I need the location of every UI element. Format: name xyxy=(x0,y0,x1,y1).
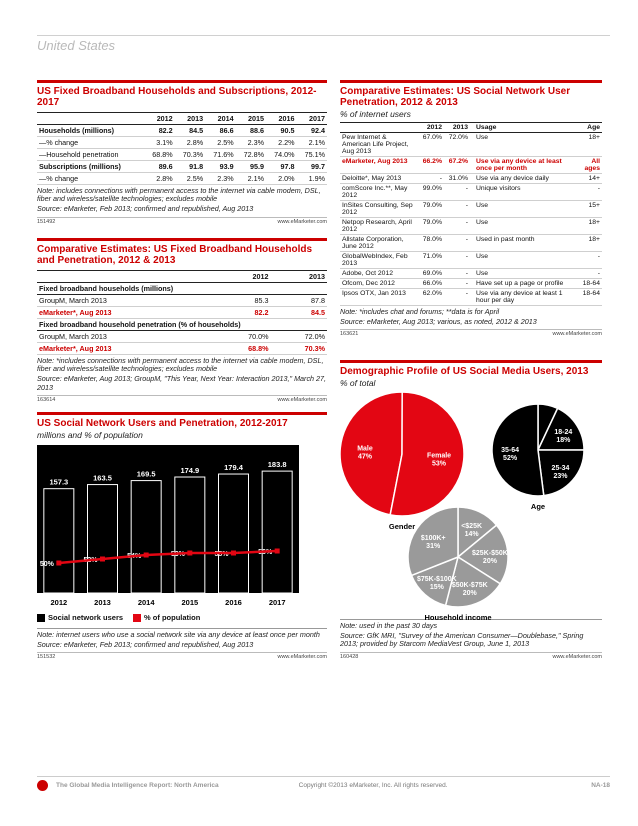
report-title: The Global Media Intelligence Report: North America xyxy=(56,782,219,789)
slice-pct: 18% xyxy=(556,436,571,444)
slice-pct: 20% xyxy=(462,589,477,597)
row-value: 97.8 xyxy=(266,161,296,173)
value-2013: - xyxy=(444,235,470,252)
value-2013: - xyxy=(444,279,470,289)
row-value: 82.2 xyxy=(144,125,174,137)
page-number: NA-18 xyxy=(591,782,610,789)
chart-id: 160428 xyxy=(340,653,359,660)
table-row xyxy=(37,125,327,137)
chart-background xyxy=(37,445,299,593)
value-2012: 62.0% xyxy=(418,289,444,306)
pct-point xyxy=(231,551,236,556)
row-label: —% change xyxy=(37,173,144,185)
section-label: Fixed broadband households (millions) xyxy=(37,283,327,295)
row-value: 84.5 xyxy=(270,307,327,319)
slice-label: $25K-$50K xyxy=(472,549,508,557)
pct-point xyxy=(275,549,280,554)
site-link[interactable]: www.eMarketer.com xyxy=(277,218,327,225)
table-row xyxy=(37,295,327,307)
bar-value-label: 169.5 xyxy=(136,469,156,479)
pct-point xyxy=(100,557,105,562)
usage-cell: Use xyxy=(470,133,574,157)
value-2013: - xyxy=(444,252,470,269)
slice-label: Male xyxy=(357,445,373,453)
emarketer-logo-icon xyxy=(37,780,48,791)
pct-label: 55% xyxy=(214,551,229,558)
source-cell: Adobe, Oct 2012 xyxy=(340,269,418,279)
pct-label: 52% xyxy=(83,557,98,564)
row-value: 2.5% xyxy=(205,137,235,149)
panel-ref xyxy=(37,217,327,225)
panel-note: Note: *includes chat and forums; **data is for April xyxy=(340,307,500,316)
panel-rule xyxy=(37,412,327,415)
row-value: 86.6 xyxy=(205,125,235,137)
row-value: 2.1% xyxy=(236,173,266,185)
row-value: 91.8 xyxy=(175,161,205,173)
row-value: 2.8% xyxy=(175,137,205,149)
row-value: 88.6 xyxy=(236,125,266,137)
age-cell: All ages xyxy=(574,157,602,174)
panel-source: Source: GfK MRI, "Survey of the American Consumer—Doublebase," Spring 2013; provided by Starcom MediaVest Group, June 1, 2013 xyxy=(340,631,584,649)
usage-cell: Use via any device at least once per month xyxy=(470,157,574,174)
bar-value-label: 157.3 xyxy=(49,477,69,487)
panel-subtitle: millions and % of population xyxy=(37,430,143,440)
value-2012: 79.0% xyxy=(418,218,444,235)
row-value: 2.3% xyxy=(236,137,266,149)
slice-label: 65+ xyxy=(543,392,556,400)
bar xyxy=(262,471,292,593)
value-2013: 72.0% xyxy=(444,133,470,157)
panel-rule xyxy=(340,360,602,363)
demographic-pies xyxy=(340,392,602,622)
table-row xyxy=(340,184,602,201)
page-header: United States xyxy=(37,38,116,53)
pie-title: Age xyxy=(530,502,546,511)
slice-pct: 31% xyxy=(426,543,441,551)
legend-users: Social network users xyxy=(37,613,123,622)
chart-legend xyxy=(37,613,327,622)
row-value: 87.8 xyxy=(270,295,327,307)
panel-title: Comparative Estimates: US Fixed Broadband Households and Penetration, 2012 & 2013 xyxy=(37,244,313,266)
x-tick-label: 2014 xyxy=(137,598,155,607)
source-cell: eMarketer, Aug 2013 xyxy=(340,157,418,174)
table-row xyxy=(340,201,602,218)
age-cell: - xyxy=(574,269,602,279)
usage-cell: Use xyxy=(470,218,574,235)
row-label: GroupM, March 2013 xyxy=(37,295,214,307)
x-tick-label: 2012 xyxy=(50,598,68,607)
panel-rule xyxy=(340,80,602,83)
row-value: 99.7 xyxy=(297,161,328,173)
row-value: 71.6% xyxy=(205,149,235,161)
source-cell: Allstate Corporation, June 2012 xyxy=(340,235,418,252)
pie-title: Household income xyxy=(424,613,492,622)
value-2013: - xyxy=(444,269,470,279)
row-label: GroupM, March 2013 xyxy=(37,331,214,343)
table-row xyxy=(37,343,327,355)
table-row xyxy=(37,307,327,319)
value-2013: - xyxy=(444,201,470,218)
row-value: 70.0% xyxy=(214,331,270,343)
broadband-table-panel xyxy=(37,80,327,225)
row-value: 72.8% xyxy=(236,149,266,161)
slice-pct: 7% xyxy=(544,400,555,408)
value-2013: - xyxy=(444,218,470,235)
panel-source: Source: eMarketer, Feb 2013; confirmed and republished, Aug 2013 xyxy=(37,640,254,650)
bar-value-label: 163.5 xyxy=(93,473,112,483)
source-cell: comScore Inc.**, May 2012 xyxy=(340,184,418,201)
pct-label: 54% xyxy=(127,553,142,560)
age-cell: 15+ xyxy=(574,201,602,218)
row-value: 72.0% xyxy=(270,331,327,343)
row-value: 89.6 xyxy=(144,161,174,173)
usage-cell: Used in past month xyxy=(470,235,574,252)
year-header: 2013 xyxy=(175,113,205,125)
table-row xyxy=(340,252,602,269)
site-link[interactable]: www.eMarketer.com xyxy=(552,653,602,660)
row-value: 93.9 xyxy=(205,161,235,173)
row-value: 68.8% xyxy=(144,149,174,161)
usage-cell: Unique visitors xyxy=(470,184,574,201)
row-label: Households (millions) xyxy=(37,125,144,137)
pct-point xyxy=(144,553,149,558)
bar xyxy=(131,481,161,593)
slice-label: $75K-$100K xyxy=(416,576,457,584)
row-value: 2.3% xyxy=(205,173,235,185)
table-row xyxy=(340,269,602,279)
site-link[interactable]: www.eMarketer.com xyxy=(552,331,602,338)
row-value: 90.5 xyxy=(266,125,296,137)
source-cell: Pew Internet & American Life Project, Aug 2013 xyxy=(340,133,418,157)
value-2013: - xyxy=(444,184,470,201)
slice-pct: 52% xyxy=(503,454,518,462)
panel-rule xyxy=(37,238,327,241)
value-2012: 99.0% xyxy=(418,184,444,201)
panel-note: Note: internet users who use a social network site via any device at least once per month xyxy=(37,630,320,640)
penetration-table: 2012 2013 Usage Age Pew Internet & American Life Project, Aug 2013 67.0% 72.0% Use 18+ eMarketer, Aug 2013 66.2% 67.2% Use via any device at least once per month All ages Deloitte*, May 2013 - 31.0% Use via any device daily 14+ comScore Inc.**, May 2012 99.0% - Unique visitors - InSites Consulting, Sep 2012 79.0% - Use 15+ Netpop Research, April 2012 79.0% - Use 18+ Allstate Corporation, June 2012 78.0% - Used in past month 18+ GlobalWebIndex, Feb 2013 71.0% - Use - Adobe, Oct 2012 69.0% - Use - Ofcom, Dec 2012 66.0% - Have set up a page or profile 18-64 Ipsos OTX, Jan 2013 62.0% - Use via any device at least 1 hour per day 18-64 xyxy=(342,124,600,304)
bar-value-label: 174.9 xyxy=(180,466,200,476)
row-value: 2.8% xyxy=(144,173,174,185)
row-label: —% change xyxy=(37,137,144,149)
panel-ref xyxy=(37,652,327,660)
slice-label: 35-64 xyxy=(501,446,520,454)
row-value: 2.5% xyxy=(175,173,205,185)
panel-title: US Social Network Users and Penetration, 2012-2017 xyxy=(37,418,288,429)
value-2012: - xyxy=(418,174,444,184)
panel-note: Note: used in the past 30 days xyxy=(340,621,438,630)
panel-title: US Fixed Broadband Households and Subscriptions, 2012-2017 xyxy=(37,86,317,108)
copyright: Copyright ©2013 eMarketer, Inc. All rights reserved. xyxy=(298,782,448,789)
site-link[interactable]: www.eMarketer.com xyxy=(277,396,327,403)
value-2012: 66.2% xyxy=(418,157,444,174)
panel-source: Source: eMarketer, Aug 2013; GroupM, "This Year, Next Year: Interaction 2013," March 27, 2013 xyxy=(37,374,327,392)
table-row xyxy=(37,173,327,185)
bar xyxy=(88,485,118,593)
table-row xyxy=(340,133,602,157)
bar xyxy=(175,477,205,593)
year-header: 2012 xyxy=(214,271,270,283)
table-row xyxy=(340,289,602,306)
row-value: 82.2 xyxy=(214,307,270,319)
bar xyxy=(219,474,249,593)
value-2012: 69.0% xyxy=(418,269,444,279)
x-tick-label: 2013 xyxy=(94,598,111,607)
site-link[interactable]: www.eMarketer.com xyxy=(277,654,327,661)
age-cell: 18-64 xyxy=(574,289,602,306)
table-row xyxy=(37,161,327,173)
panel-subtitle: % of total xyxy=(340,378,376,388)
source-cell: GlobalWebIndex, Feb 2013 xyxy=(340,252,418,269)
table-row xyxy=(37,137,327,149)
year-header: 2014 xyxy=(205,113,235,125)
users-bar-chart xyxy=(37,445,299,611)
slice-pct: 53% xyxy=(432,460,447,468)
year-header: 2012 xyxy=(144,113,174,125)
value-2013: 31.0% xyxy=(444,174,470,184)
age-cell: - xyxy=(574,252,602,269)
value-2013: 67.2% xyxy=(444,157,470,174)
table-row xyxy=(340,174,602,184)
row-label: Subscriptions (millions) xyxy=(37,161,144,173)
value-2012: 66.0% xyxy=(418,279,444,289)
usage-cell: Use xyxy=(470,252,574,269)
panel-source: Source: eMarketer, Feb 2013; confirmed and republished, Aug 2013 xyxy=(37,204,254,214)
panel-title: Comparative Estimates: US Social Network User Penetration, 2012 & 2013 xyxy=(340,86,571,108)
row-label: eMarketer*, Aug 2013 xyxy=(37,343,214,355)
table-row xyxy=(340,157,602,174)
table-row xyxy=(340,279,602,289)
panel-ref xyxy=(340,329,602,337)
row-value: 2.1% xyxy=(297,137,328,149)
slice-label: 25-34 xyxy=(551,464,570,472)
page-footer xyxy=(37,776,610,794)
value-2012: 78.0% xyxy=(418,235,444,252)
row-value: 2.2% xyxy=(266,137,296,149)
broadband-estimates-panel xyxy=(37,238,327,403)
slice-pct: 23% xyxy=(553,472,568,480)
row-label: eMarketer*, Aug 2013 xyxy=(37,307,214,319)
row-value: 95.9 xyxy=(236,161,266,173)
panel-rule xyxy=(37,80,327,83)
x-tick-label: 2016 xyxy=(225,598,242,607)
row-value: 3.1% xyxy=(144,137,174,149)
x-tick-label: 2015 xyxy=(181,598,199,607)
slice-pct: 20% xyxy=(482,557,497,565)
usage-cell: Use via any device daily xyxy=(470,174,574,184)
value-2012: 67.0% xyxy=(418,133,444,157)
pct-point xyxy=(187,551,192,556)
bar xyxy=(44,489,74,593)
social-penetration-panel xyxy=(340,80,602,337)
source-cell: Ipsos OTX, Jan 2013 xyxy=(340,289,418,306)
legend-swatch-black xyxy=(37,614,45,622)
age-cell: 18+ xyxy=(574,133,602,157)
demographic-panel xyxy=(340,360,602,660)
year-header: 2017 xyxy=(297,113,328,125)
row-value: 68.8% xyxy=(214,343,270,355)
panel-ref xyxy=(37,395,327,403)
panel-note: Note: *includes connections with permanent access to the internet via cable modem, DSL, fiber and wireless/satellite technologies; excludes mobile xyxy=(37,356,324,374)
slice-pct: 47% xyxy=(357,453,372,461)
section-header xyxy=(37,319,327,331)
chart-id: 163614 xyxy=(37,396,56,403)
row-value: 92.4 xyxy=(297,125,328,137)
table-row xyxy=(37,331,327,343)
year-header: 2015 xyxy=(236,113,266,125)
row-value: 2.0% xyxy=(266,173,296,185)
panel-title: Demographic Profile of US Social Media Users, 2013 xyxy=(340,366,589,377)
panel-ref xyxy=(340,652,602,660)
row-value: 1.9% xyxy=(297,173,328,185)
age-cell: 14+ xyxy=(574,174,602,184)
usage-cell: Have set up a page or profile xyxy=(470,279,574,289)
pct-point xyxy=(56,561,61,566)
slice-label: Female xyxy=(426,452,452,460)
header-rule xyxy=(37,35,610,36)
row-value: 85.3 xyxy=(214,295,270,307)
value-2012: 71.0% xyxy=(418,252,444,269)
slice-label: <$25K xyxy=(461,523,483,531)
age-cell: 18-64 xyxy=(574,279,602,289)
panel-subtitle: % of internet users xyxy=(340,109,411,119)
social-network-chart-panel xyxy=(37,412,327,660)
row-value: 70.3% xyxy=(270,343,327,355)
broadband-table xyxy=(37,112,327,185)
section-header xyxy=(37,283,327,295)
chart-id: 163621 xyxy=(340,331,359,338)
age-cell: 18+ xyxy=(574,235,602,252)
chart-id: 151492 xyxy=(37,218,56,225)
row-label: —Household penetration xyxy=(37,149,144,161)
pct-label: 56% xyxy=(258,549,273,556)
bar-value-label: 179.4 xyxy=(224,463,243,473)
year-header: 2016 xyxy=(266,113,296,125)
row-value: 74.0% xyxy=(266,149,296,161)
panel-note: Note: includes connections with permanent access to the internet via cable modem, DSL, fiber and wireless/satellite technologies; excludes mobile xyxy=(37,186,321,204)
bar-value-label: 183.8 xyxy=(267,460,287,470)
pct-label: 50% xyxy=(39,561,54,568)
value-2012: 79.0% xyxy=(418,201,444,218)
table-row xyxy=(37,149,327,161)
usage-cell: Use via any device at least 1 hour per day xyxy=(470,289,574,306)
source-cell: Deloitte*, May 2013 xyxy=(340,174,418,184)
age-cell: - xyxy=(574,184,602,201)
year-header: 2013 xyxy=(270,271,327,283)
table-row xyxy=(340,235,602,252)
pct-label: 53% xyxy=(170,551,185,558)
slice-label: 18-24 xyxy=(554,428,573,436)
source-cell: Netpop Research, April 2012 xyxy=(340,218,418,235)
legend-swatch-red xyxy=(133,614,141,622)
slice-pct: 15% xyxy=(429,584,444,592)
usage-cell: Use xyxy=(470,201,574,218)
row-value: 70.3% xyxy=(175,149,205,161)
slice-label: $100K+ xyxy=(420,535,446,543)
slice-label: $50K-$75K xyxy=(451,581,488,589)
pie-title: Gender xyxy=(388,522,416,531)
panel-source: Source: eMarketer, Aug 2013; various, as noted, 2012 & 2013 xyxy=(340,317,537,327)
row-value: 84.5 xyxy=(175,125,205,137)
usage-cell: Use xyxy=(470,269,574,279)
legend-pct: % of population xyxy=(133,613,200,622)
table-row xyxy=(340,218,602,235)
slice-pct: 14% xyxy=(464,531,479,539)
section-label: Fixed broadband household penetration (% of households) xyxy=(37,319,327,331)
x-tick-label: 2017 xyxy=(268,598,286,607)
row-value: 75.1% xyxy=(297,149,328,161)
source-cell: Ofcom, Dec 2012 xyxy=(340,279,418,289)
chart-id: 151532 xyxy=(37,654,56,661)
age-cell: 18+ xyxy=(574,218,602,235)
value-2013: - xyxy=(444,289,470,306)
estimates-table xyxy=(37,270,327,355)
source-cell: InSites Consulting, Sep 2012 xyxy=(340,201,418,218)
